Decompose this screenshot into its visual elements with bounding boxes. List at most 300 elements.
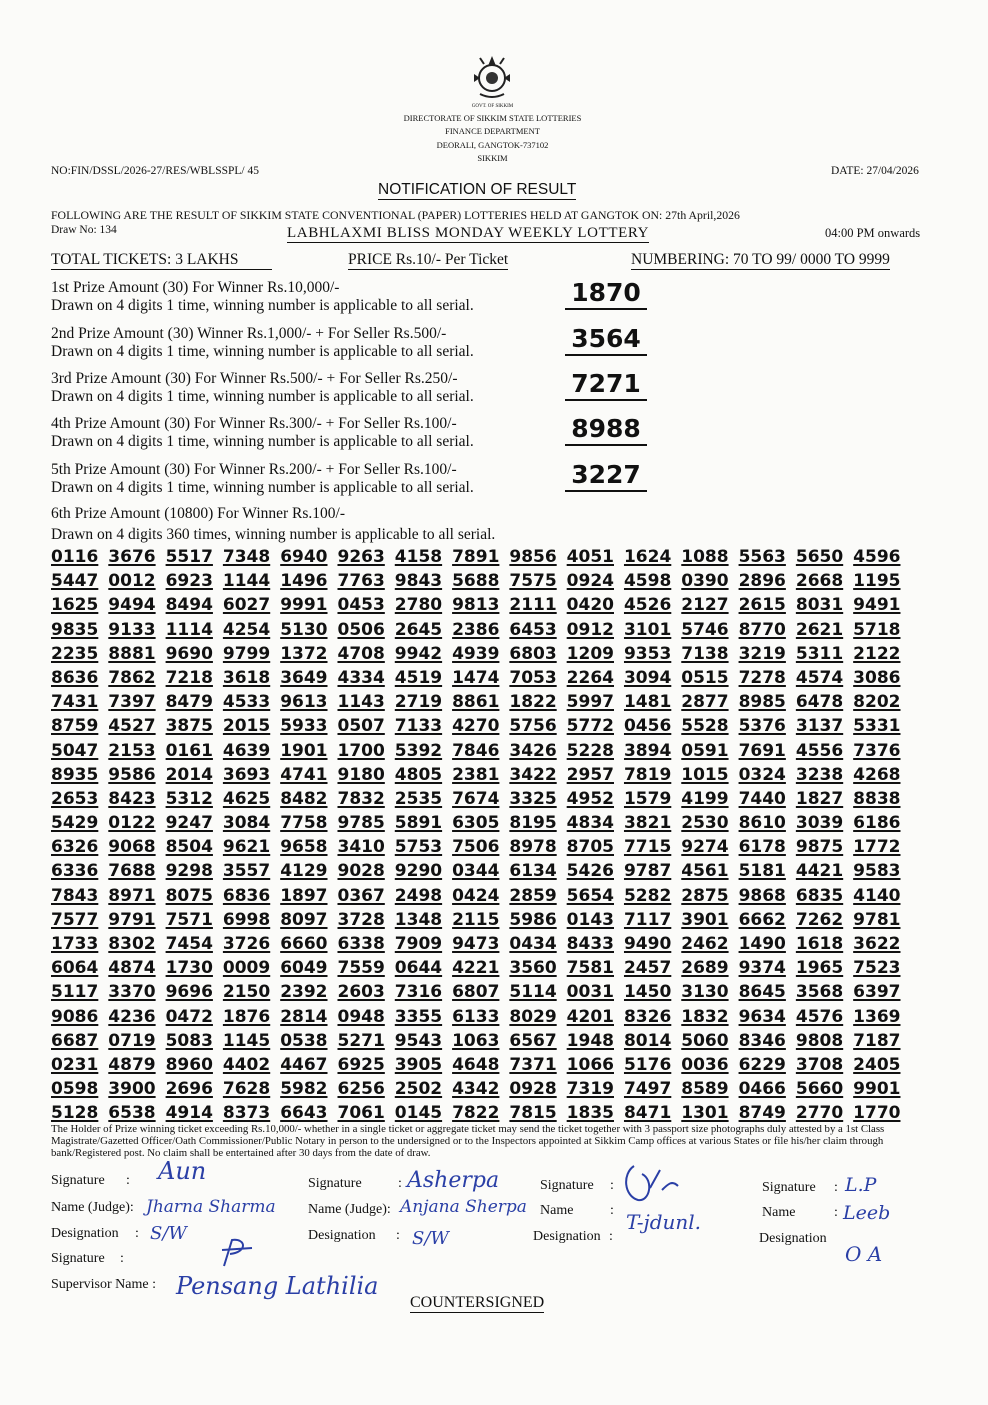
- sixth-prize-number: 5517: [165, 547, 213, 567]
- sixth-prize-number: 9942: [394, 643, 443, 664]
- sixth-prize-number: 5312: [165, 788, 213, 809]
- prize-6-rule: Drawn on 4 digits 360 times, winning number is applicable to all serial.: [51, 526, 496, 543]
- sixth-prize-number: 0116: [51, 547, 99, 567]
- judge-2-signature: Asherpa: [407, 1168, 500, 1193]
- sixth-prize-number: 6940: [280, 547, 328, 567]
- sixth-prize-number: 7815: [509, 1103, 557, 1124]
- draw-time: 04:00 PM onwards: [825, 226, 921, 240]
- sixth-prize-number: 7262: [795, 909, 844, 930]
- sixth-prize-number: 2603: [337, 982, 385, 1003]
- sixth-prize-number: 3325: [509, 788, 557, 809]
- sixth-prize-number: 8935: [51, 764, 99, 785]
- sixth-prize-number: 1822: [509, 692, 557, 713]
- sixth-prize-number: 0031: [566, 982, 614, 1003]
- judge-1-signature-label: Signature: [51, 1173, 105, 1188]
- sixth-prize-number: 1618: [795, 934, 844, 954]
- prize-2-rule: Drawn on 4 digits 1 time, winning number is applicable to all serial.: [51, 343, 474, 360]
- sixth-prize-number: 7053: [509, 667, 557, 688]
- sixth-prize-number: 4805: [394, 764, 443, 785]
- sixth-prize-number: 5753: [394, 837, 443, 858]
- claim-note: The Holder of Prize winning ticket exceeding Rs.10,000/- whether in a single ticket or aggregate ticket may send the ticket together with 3 passport size photographs duly attested by a 1st Class Magistrate/Gazetted Officer/Oath Commissioner/Public Notary in person to the undersigned or to the Inspectors appointed at Sikkim Camp offices at various States or file his/her claim through bank/Registered post. No claim shall be entertained after 30 days from the date of draw.: [51, 1123, 885, 1159]
- sixth-prize-number: 1474: [452, 667, 500, 688]
- sixth-prize-number: 1876: [222, 1006, 271, 1027]
- sixth-prize-number: 8881: [108, 643, 156, 664]
- sixth-prize-number: 1897: [280, 885, 328, 906]
- sixth-prize-number: 0324: [738, 764, 786, 785]
- judge-2-designation-colon: :: [396, 1228, 400, 1243]
- sixth-prize-number: 0466: [738, 1079, 786, 1100]
- prize-5-rule: Drawn on 4 digits 1 time, winning number is applicable to all serial.: [51, 479, 474, 496]
- sixth-prize-number: 5282: [623, 885, 672, 906]
- prize-6-amount: 6th Prize Amount (10800) For Winner Rs.100/-: [51, 505, 346, 522]
- sixth-prize-number: 9835: [51, 619, 99, 640]
- sixth-prize-number: 5176: [623, 1054, 672, 1075]
- sixth-prize-number: 3094: [623, 667, 672, 688]
- sixth-prize-number: 5986: [509, 909, 557, 930]
- sixth-prize-number: 5891: [394, 813, 443, 834]
- sixth-prize-number: 2264: [566, 667, 614, 688]
- sixth-prize-number: 1195: [853, 571, 901, 592]
- supervisor-signature-colon: :: [120, 1251, 124, 1266]
- sixth-prize-number: 8494: [165, 595, 213, 616]
- judge-1-name: Jharna Sharma: [146, 1197, 276, 1217]
- sixth-prize-number: 7316: [394, 982, 443, 1003]
- sixth-prize-number: 3410: [337, 837, 385, 858]
- sixth-prize-number: 7319: [566, 1079, 614, 1100]
- sixth-prize-number: 8749: [738, 1103, 786, 1124]
- sixth-prize-number: 5772: [566, 716, 614, 737]
- sixth-prize-number: 6478: [795, 692, 844, 713]
- sixth-prize-number: 9374: [738, 958, 786, 979]
- sixth-prize-number: 8326: [623, 1006, 672, 1027]
- sixth-prize-number: 6643: [280, 1103, 328, 1124]
- judge-1-name-label: Name (Judge):: [51, 1200, 134, 1215]
- prize-2-amount: 2nd Prize Amount (30) Winner Rs.1,000/- + For Seller Rs.500/-: [51, 325, 447, 342]
- sixth-prize-number: 0644: [394, 958, 443, 979]
- sixth-prize-number: 5447: [51, 571, 99, 592]
- sixth-prize-number: 5426: [566, 861, 614, 882]
- sixth-prize-number: 4342: [452, 1079, 500, 1100]
- sixth-prize-number: 0231: [51, 1054, 99, 1075]
- sixth-prize-number: 3370: [108, 982, 156, 1003]
- sixth-prize-number: 8861: [452, 692, 500, 713]
- sixth-prize-number: 6397: [853, 982, 901, 1003]
- sixth-prize-number: 5128: [51, 1103, 99, 1124]
- sixth-prize-number: 2111: [509, 595, 557, 616]
- sixth-prize-number: 9028: [337, 861, 385, 882]
- sixth-prize-number: 4236: [108, 1006, 156, 1027]
- sixth-prize-number: 8097: [280, 909, 328, 930]
- sixth-prize-number: 6049: [280, 958, 328, 979]
- sixth-prize-number: 3084: [222, 813, 271, 834]
- sixth-prize-number: 8014: [623, 1030, 672, 1051]
- sixth-prize-number: 1143: [337, 692, 385, 713]
- judge-2-signature-colon: :: [398, 1176, 402, 1191]
- sixth-prize-number: 5933: [280, 716, 328, 737]
- sixth-prize-number: 7187: [853, 1030, 901, 1051]
- sixth-prize-number: 5376: [738, 716, 786, 737]
- prize-1-rule: Drawn on 4 digits 1 time, winning number is applicable to all serial.: [51, 297, 474, 314]
- sixth-prize-number: 5650: [795, 547, 844, 567]
- sixth-prize-number: 6229: [738, 1054, 786, 1075]
- state: SIKKIM: [477, 153, 508, 163]
- sixth-prize-number: 1348: [394, 909, 443, 930]
- judge-1-designation: S/W: [150, 1223, 187, 1244]
- sixth-prize-number: 2668: [795, 571, 844, 592]
- sixth-prize-number: 0506: [337, 619, 385, 640]
- judge-3-designation-label: Designation: [533, 1229, 601, 1244]
- sixth-prize-number: 2653: [51, 788, 99, 809]
- prize-4-number: 8988: [565, 414, 647, 446]
- prize-1-number: 1870: [565, 278, 647, 310]
- sixth-prize-number: 9843: [394, 571, 443, 592]
- sixth-prize-number: 3355: [394, 1006, 443, 1027]
- sixth-prize-number: 2498: [394, 885, 443, 906]
- sixth-prize-number: 2127: [681, 595, 729, 616]
- sixth-prize-number: 3086: [853, 667, 901, 688]
- sixth-prize-number: 3238: [795, 764, 844, 785]
- sixth-prize-number: 1579: [623, 788, 672, 809]
- sixth-prize-number: 4527: [108, 716, 156, 737]
- judge-2-name: Anjana Sherpa: [400, 1197, 527, 1217]
- sixth-prize-number: 0924: [566, 571, 614, 592]
- judge-2-designation-label: Designation: [308, 1228, 376, 1243]
- sixth-prize-number: 2235: [51, 643, 99, 664]
- sixth-prize-number: 1965: [795, 958, 844, 979]
- sixth-prize-number: 4201: [566, 1006, 614, 1027]
- sixth-prize-number: 7497: [623, 1079, 672, 1100]
- sixth-prize-number: 7138: [681, 643, 729, 664]
- sixth-prize-number: 5083: [165, 1030, 213, 1051]
- page-title: NOTIFICATION OF RESULT: [378, 181, 577, 198]
- sixth-prize-number: 0453: [337, 595, 385, 616]
- sixth-prize-number: 6186: [853, 813, 901, 834]
- sixth-prize-number: 1114: [165, 619, 213, 640]
- sixth-prize-number: 8346: [738, 1030, 786, 1051]
- supervisor-name: Pensang Lathilia: [176, 1272, 379, 1300]
- sixth-prize-number: 1733: [51, 934, 99, 954]
- sixth-prize-number: 0719: [108, 1030, 156, 1051]
- sixth-prize-number: 1770: [853, 1103, 901, 1124]
- sixth-prize-number: 4576: [795, 1006, 844, 1027]
- sixth-prize-number: 1624: [623, 547, 672, 567]
- sixth-prize-number: 6998: [222, 909, 271, 930]
- sixth-prize-number: 3900: [108, 1079, 156, 1100]
- sixth-prize-number: 9353: [623, 643, 672, 664]
- sixth-prize-number: 2014: [165, 764, 213, 785]
- sixth-prize-number: 2115: [452, 909, 500, 930]
- sixth-prize-number: 3875: [165, 716, 213, 737]
- sixth-prize-number: 0456: [623, 716, 672, 737]
- sixth-prize-number: 8960: [165, 1054, 213, 1075]
- sixth-prize-number: 9690: [165, 643, 213, 664]
- sixth-prize-number: 9491: [853, 595, 901, 616]
- sixth-prize-number: 3422: [509, 764, 557, 785]
- sixth-prize-number: 5563: [738, 547, 786, 567]
- sixth-prize-number: 8029: [509, 1006, 557, 1027]
- sixth-prize-number: 4939: [452, 643, 500, 664]
- sixth-prize-number: 4158: [394, 547, 443, 567]
- sixth-prize-number: 5654: [566, 885, 614, 906]
- address: DEORALI, GANGTOK-737102: [436, 140, 549, 150]
- sixth-prize-number: 1145: [222, 1030, 271, 1051]
- sixth-prize-number: 2122: [853, 643, 901, 664]
- sixth-prize-number: 8636: [51, 667, 99, 688]
- draw-number: Draw No: 134: [51, 224, 117, 236]
- sixth-prize-number: 7674: [452, 788, 500, 809]
- prize-3-rule: Drawn on 4 digits 1 time, winning number is applicable to all serial.: [51, 388, 474, 405]
- sixth-prize-number: 7715: [623, 837, 672, 858]
- sixth-prize-number: 0472: [165, 1006, 213, 1027]
- sixth-prize-number: 1700: [337, 740, 385, 761]
- sixth-prize-number: 4625: [222, 788, 271, 809]
- sixth-prize-number: 7822: [452, 1103, 500, 1124]
- judge-4-signature-colon: :: [834, 1180, 838, 1195]
- judge-3-name-colon: :: [610, 1203, 614, 1218]
- sixth-prize-number: 2535: [394, 788, 443, 809]
- sixth-prize-number: 4519: [394, 667, 443, 688]
- sixth-prize-number: 4199: [681, 788, 729, 809]
- sixth-prize-number: 6836: [222, 885, 271, 906]
- sixth-prize-number: 6134: [509, 861, 557, 882]
- sixth-prize-number: 6925: [337, 1054, 385, 1075]
- sixth-prize-number: 3557: [222, 861, 271, 882]
- sixth-prize-number: 8373: [222, 1103, 271, 1124]
- sixth-prize-number: 7117: [623, 909, 672, 930]
- sixth-prize-number: 3693: [222, 764, 271, 785]
- govt-label: GOVT. OF SIKKIM: [471, 104, 514, 109]
- sixth-prize-number: 2719: [394, 692, 443, 713]
- supervisor-signature-label: Signature: [51, 1251, 105, 1266]
- sixth-prize-number: 8195: [509, 813, 557, 834]
- sixth-prize-number: 9290: [394, 861, 443, 882]
- sixth-prize-number: 4648: [452, 1054, 500, 1075]
- sixth-prize-number: 3560: [509, 958, 557, 979]
- sixth-prize-number: 1015: [681, 764, 729, 785]
- sixth-prize-number: 9875: [795, 837, 844, 858]
- judge-4-signature: L.P: [845, 1174, 877, 1196]
- sixth-prize-number: 0012: [108, 571, 156, 592]
- sixth-prize-number: 1832: [681, 1006, 729, 1027]
- sixth-prize-number: 0122: [108, 813, 156, 834]
- sixth-prize-number: 4596: [853, 547, 901, 567]
- sixth-prize-number: 8302: [108, 934, 156, 954]
- prize-1-amount: 1st Prize Amount (30) For Winner Rs.10,000/-: [51, 279, 340, 296]
- sixth-prize-number: 3039: [795, 813, 844, 834]
- supervisor-name-label: Supervisor Name :: [51, 1277, 156, 1292]
- sixth-prize-number: 4051: [566, 547, 614, 567]
- sixth-prize-number: 8589: [681, 1079, 729, 1100]
- sixth-prize-number: 4334: [337, 667, 385, 688]
- sixth-prize-number: 7862: [108, 667, 156, 688]
- sixth-prize-number: 6133: [452, 1006, 500, 1027]
- sixth-prize-number: 0420: [566, 595, 614, 616]
- sixth-prize-number: 6326: [51, 837, 99, 858]
- sixth-prize-number: 2896: [738, 571, 786, 592]
- sixth-prize-number: 1948: [566, 1030, 614, 1051]
- sixth-prize-number: 9180: [337, 764, 385, 785]
- sixth-prize-number: 3726: [222, 934, 271, 954]
- sixth-prize-number: 2457: [623, 958, 672, 979]
- sikkim-emblem-icon: [470, 54, 514, 102]
- sixth-prize-number: 1496: [280, 571, 328, 592]
- sixth-prize-number: 4533: [222, 692, 271, 713]
- sixth-prize-number: 6256: [337, 1079, 385, 1100]
- judge-2-name-label: Name (Judge):: [308, 1202, 391, 1217]
- sixth-prize-number: 6064: [51, 958, 99, 979]
- sixth-prize-number: 7523: [853, 958, 901, 979]
- judge-1-signature: Aun: [158, 1157, 207, 1185]
- sixth-prize-number: 7061: [337, 1103, 385, 1124]
- sixth-prize-number: 8759: [51, 716, 99, 737]
- prize-3-amount: 3rd Prize Amount (30) For Winner Rs.500/- + For Seller Rs.250/-: [51, 370, 458, 387]
- sixth-prize-number: 9263: [337, 547, 385, 567]
- sixth-prize-number: 9133: [108, 619, 156, 640]
- sixth-prize-number: 1301: [681, 1103, 729, 1124]
- sixth-prize-number: 9274: [681, 837, 729, 858]
- sixth-prize-number: 8504: [165, 837, 213, 858]
- sixth-prize-number: 0145: [394, 1103, 443, 1124]
- sixth-prize-number: 9473: [452, 934, 500, 954]
- judge-4-designation: O A: [845, 1242, 883, 1266]
- sixth-prize-number: 3901: [681, 909, 729, 930]
- sixth-prize-number: 8471: [623, 1103, 672, 1124]
- sixth-prize-number: 3708: [795, 1054, 844, 1075]
- sixth-prize-number: 8479: [165, 692, 213, 713]
- sixth-prize-number: 4598: [623, 571, 672, 592]
- sixth-prize-number: 7218: [165, 667, 213, 688]
- sixth-prize-number: 7691: [738, 740, 786, 761]
- sixth-prize-number: 3137: [795, 716, 844, 737]
- sixth-prize-number: 5718: [853, 619, 901, 640]
- sixth-prize-number: 6687: [51, 1030, 99, 1051]
- judge-2-signature-label: Signature: [308, 1176, 362, 1191]
- sixth-prize-number: 7506: [452, 837, 500, 858]
- sixth-prize-number: 2957: [566, 764, 614, 785]
- sixth-prize-number: 0434: [509, 934, 557, 954]
- sixth-prize-number: 2877: [681, 692, 729, 713]
- sixth-prize-number: 7431: [51, 692, 99, 713]
- sixth-prize-number: 6660: [280, 934, 328, 954]
- sixth-prize-number: 3618: [222, 667, 271, 688]
- judge-4-name: Leeb: [843, 1202, 891, 1224]
- sixth-prize-number: 1063: [452, 1030, 500, 1051]
- sixth-prize-number: 7376: [853, 740, 901, 761]
- sixth-prize-number: 7577: [51, 909, 99, 930]
- sixth-prize-number: 4952: [566, 788, 614, 809]
- sixth-prize-number: 3101: [623, 619, 672, 640]
- sixth-prize-number: 2392: [280, 982, 328, 1003]
- sixth-prize-number: 4254: [222, 619, 271, 640]
- sixth-prize-number: 1372: [280, 643, 328, 664]
- sixth-prize-number: 9658: [280, 837, 328, 858]
- sixth-prize-number: 8705: [566, 837, 614, 858]
- prize-4-amount: 4th Prize Amount (30) For Winner Rs.300/- + For Seller Rs.100/-: [51, 415, 457, 432]
- sixth-prize-number: 7688: [108, 861, 156, 882]
- sixth-prize-number: 5997: [566, 692, 614, 713]
- lottery-name: LABHLAXMI BLISS MONDAY WEEKLY LOTTERY: [287, 225, 650, 241]
- sixth-prize-number: 5688: [452, 571, 500, 592]
- sixth-prize-number: 9799: [222, 643, 271, 664]
- judge-3-name-label: Name: [540, 1203, 574, 1218]
- sixth-prize-number: 2381: [452, 764, 500, 785]
- judge-3-designation: T-jdunl.: [626, 1210, 702, 1234]
- numbering: NUMBERING: 70 TO 99/ 0000 TO 9999: [631, 251, 890, 268]
- sixth-prize-number: 8770: [738, 619, 786, 640]
- sixth-prize-number: 4874: [108, 958, 156, 979]
- sixth-prize-number: 1369: [853, 1006, 901, 1027]
- sixth-prize-number: 9586: [108, 764, 156, 785]
- sixth-prize-number: 9494: [108, 595, 156, 616]
- sixth-prize-number: 9543: [394, 1030, 443, 1051]
- sixth-prize-number: 7819: [623, 764, 672, 785]
- sixth-prize-number: 5271: [337, 1030, 385, 1051]
- sixth-prize-number: 4561: [681, 861, 729, 882]
- sixth-prize-number: 7454: [165, 934, 213, 954]
- prize-5-number: 3227: [565, 460, 647, 492]
- sixth-prize-number: 5756: [509, 716, 557, 737]
- sixth-prize-number: 0912: [566, 619, 614, 640]
- sixth-prize-number: 0507: [337, 716, 385, 737]
- sixth-prize-number: 1772: [853, 837, 901, 858]
- sixth-prize-number: 1827: [795, 788, 844, 809]
- sixth-prize-number: 5060: [681, 1030, 729, 1051]
- date: DATE: 27/04/2026: [831, 165, 919, 177]
- sixth-prize-number: 2462: [681, 934, 729, 954]
- sixth-prize-number: 7843: [51, 885, 99, 906]
- sixth-prize-number: 0390: [681, 571, 729, 592]
- sixth-prize-number: 8645: [738, 982, 786, 1003]
- sixth-prize-number: 5746: [681, 619, 729, 640]
- sixth-prize-number: 6835: [795, 885, 844, 906]
- sixth-prize-number: 5117: [51, 982, 99, 1003]
- sixth-prize-number: 2153: [108, 740, 156, 761]
- sixth-prize-number: 4221: [452, 958, 500, 979]
- sixth-prize-number: 4741: [280, 764, 328, 785]
- sixth-prize-number: 1481: [623, 692, 672, 713]
- sixth-prize-number: 9634: [738, 1006, 786, 1027]
- judge-4-name-label: Name: [762, 1205, 796, 1220]
- sixth-prize-number: 3676: [108, 547, 156, 567]
- sixth-prize-number: 2150: [222, 982, 271, 1003]
- sixth-prize-number: 2645: [394, 619, 443, 640]
- sixth-prize-number: 4140: [853, 885, 901, 906]
- sixth-prize-number: 4834: [566, 813, 614, 834]
- sixth-prize-number: 2814: [280, 1006, 328, 1027]
- sixth-prize-number: 6807: [452, 982, 500, 1003]
- sixth-prize-number: 6538: [108, 1103, 156, 1124]
- sixth-prize-number: 2859: [509, 885, 557, 906]
- sixth-prize-number: 6923: [165, 571, 213, 592]
- sixth-prize-number: 6453: [509, 619, 557, 640]
- sixth-prize-numbers-grid: [51, 547, 911, 1128]
- sixth-prize-number: 5429: [51, 813, 99, 834]
- judge-3-signature-colon: :: [610, 1178, 614, 1193]
- sixth-prize-number: 1450: [623, 982, 672, 1003]
- sixth-prize-number: 0598: [51, 1079, 99, 1100]
- sixth-prize-number: 6305: [452, 813, 500, 834]
- sixth-prize-number: 4708: [337, 643, 385, 664]
- judge-1-designation-label: Designation: [51, 1226, 119, 1241]
- sixth-prize-number: 9808: [795, 1030, 844, 1051]
- sixth-prize-number: 1835: [566, 1103, 614, 1124]
- sixth-prize-number: 4268: [853, 764, 901, 785]
- sixth-prize-number: 1901: [280, 740, 328, 761]
- sixth-prize-number: 3649: [280, 667, 328, 688]
- judge-3-signature-mark: [620, 1160, 690, 1208]
- sixth-prize-number: 0161: [165, 740, 213, 761]
- sixth-prize-number: 9856: [509, 547, 557, 567]
